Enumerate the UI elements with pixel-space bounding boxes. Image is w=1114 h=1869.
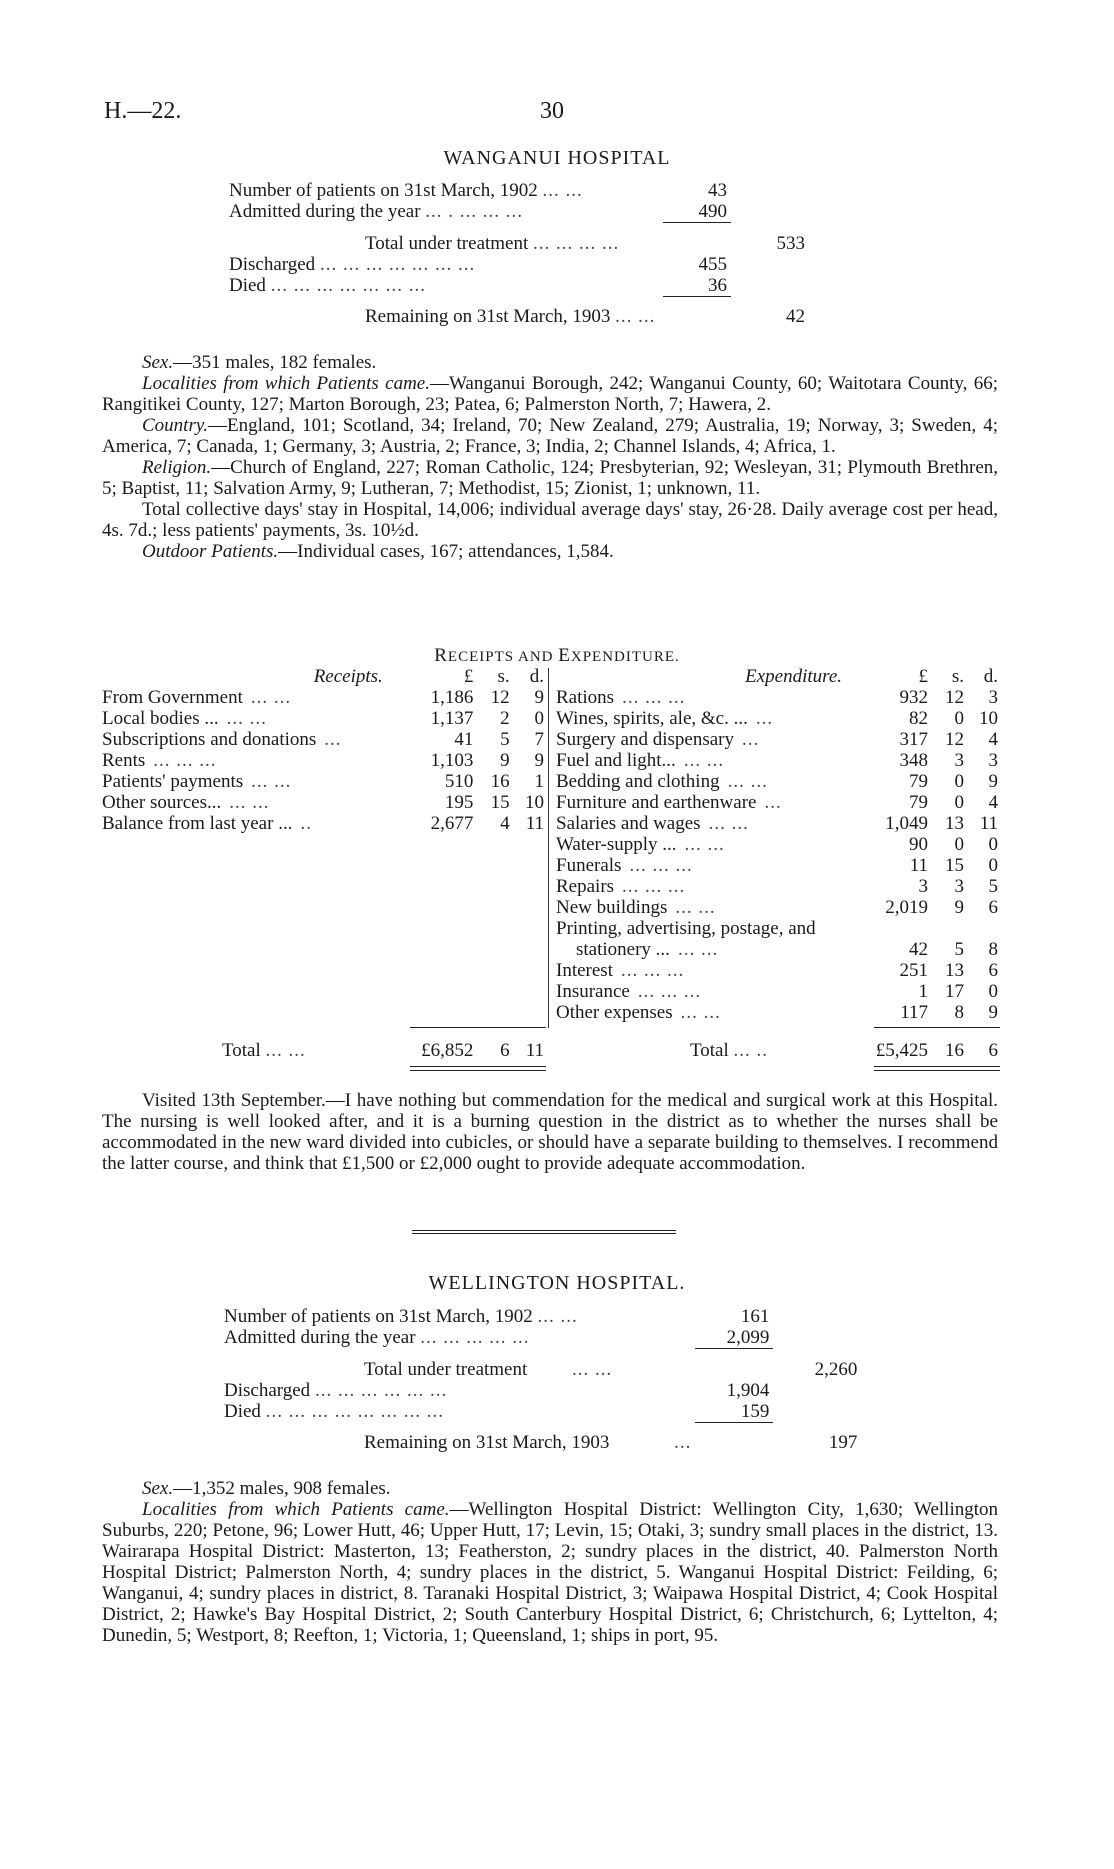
expenditure-label: Insurance ... ... ...	[556, 981, 702, 1002]
expenditure-row	[554, 750, 1000, 771]
expenditure-amount-l: 1,049	[885, 813, 928, 834]
receipt-amount-d: 1	[534, 771, 544, 792]
wanganui-details	[102, 352, 998, 562]
receipt-row	[100, 729, 546, 750]
expenditure-amount-d: 4	[988, 792, 998, 813]
stat-row: Discharged ... ... ... ... ... ... ... 455	[225, 254, 809, 275]
receipt-amount-s: 5	[500, 729, 510, 750]
expenditure-amount-l: 1	[918, 981, 928, 1002]
expenditure-row	[554, 687, 1000, 708]
expenditure-amount-l: 79	[909, 771, 928, 792]
receipt-amount-d: 11	[525, 813, 544, 834]
expenditure-amount-d: 5	[988, 876, 998, 897]
expenditure-row	[554, 918, 1000, 939]
expenditure-label: Water-supply ... ... ...	[556, 834, 725, 855]
receipts-header: Receipts.	[313, 666, 383, 687]
stat-total: 533	[776, 232, 805, 254]
expenditure-row	[554, 855, 1000, 876]
expenditure-amount-d: 6	[988, 897, 998, 918]
stat-value: 455	[698, 253, 727, 275]
stat-row: Admitted during the year ... ... ... ... ... 2,099	[220, 1327, 861, 1349]
receipt-amount-l: 1,103	[430, 750, 474, 771]
stat-row: Number of patients on 31st March, 1902 ... ... 161	[220, 1306, 861, 1327]
wanganui-patient-stats	[225, 180, 809, 327]
expenditure-table: Expenditure. £ s. d. Rations ... ... ... 932 12 3 Wines, spirits, ale, &c. ... ... 82 0 10 Surgery and dispensary ... 317 12 4 Fuel and light... ... ... 348 3 3 Bedding and clothing ... ... 79 0 9 Furniture and earthenware ... 79 0 4 Salaries and wages ... ... 1,049 13 11 Water-supply ... ... ... 90 0 0 Funerals ... ... ... 11 15 0 Repairs ... ... ... 3 3 5 New buildings ... ... 2,019 9 6 Printing, advertising, postage, and stationery ... ... ... 42 5 8 Interest ... ... ... 251 13 6 Insurance ... ... ... 1 17 0 Other expenses ... ... 117 8 9	[556, 666, 998, 1023]
stay-para: Total collective days' stay in Hospital, 14,006; individual average days' stay, 26·28. Daily average cost per head, 4s. 7d.; less patients' payments, 3s. 10½d.	[102, 499, 998, 541]
receipt-label: Subscriptions and donations ...	[102, 729, 342, 750]
expenditure-row	[554, 1002, 1000, 1023]
stat-row: Remaining on 31st March, 1903 ... 197	[220, 1432, 861, 1453]
expenditure-label: New buildings ... ...	[556, 897, 716, 918]
stat-total: 2,260	[814, 1358, 858, 1380]
expenditure-amount-s: 0	[954, 771, 964, 792]
receipt-label: From Government ... ...	[102, 687, 292, 708]
sex-para: Sex.—351 males, 182 females.	[142, 352, 377, 373]
wellington-patient-stats	[220, 1306, 861, 1453]
expenditure-amount-d: 6	[988, 960, 998, 981]
expenditure-total-rule	[874, 1066, 1000, 1071]
stat-label: Number of patients on 31st March, 1902 ... ...	[229, 180, 583, 201]
expenditure-amount-d: 4	[988, 729, 998, 750]
stat-value: 161	[740, 1306, 770, 1327]
stat-remaining: 42	[786, 306, 805, 327]
stat-row	[225, 180, 809, 201]
receipt-amount-l: 195	[444, 792, 474, 813]
receipt-amount-l: 1,186	[430, 687, 474, 708]
receipt-amount-d: 10	[525, 792, 544, 813]
stat-value: 490	[698, 201, 727, 222]
expenditure-amount-l: 82	[909, 708, 928, 729]
report-reference: H.—22.	[104, 98, 182, 124]
expenditure-amount-s: 8	[954, 1002, 964, 1023]
receipt-row	[100, 771, 546, 792]
receipt-amount-s: 12	[490, 687, 510, 708]
stat-value: 36	[708, 274, 727, 296]
expenditure-row	[554, 708, 1000, 729]
stat-remaining: 197	[828, 1432, 858, 1453]
expenditure-label: stationery ... ... ...	[576, 939, 719, 960]
expenditure-amount-s: 3	[954, 750, 964, 771]
expenditure-label: Funerals ... ... ...	[556, 855, 693, 876]
receipt-label: Other sources... ... ...	[102, 792, 270, 813]
receipt-amount-d: 7	[534, 729, 544, 750]
expenditure-amount-s: 12	[945, 687, 964, 708]
column-divider	[548, 668, 549, 1028]
expenditure-amount-d: 8	[988, 939, 998, 960]
sex-para: Sex.—1,352 males, 908 females.	[142, 1478, 391, 1499]
receipt-amount-d: 0	[534, 708, 544, 729]
expenditure-total: Total ... .. £5,425 16 6	[690, 1040, 998, 1061]
expenditure-amount-d: 3	[988, 687, 998, 708]
receipts-subtotal-rule	[410, 1027, 546, 1028]
expenditure-amount-s: 13	[945, 960, 964, 981]
expenditure-label: Rations ... ... ...	[556, 687, 686, 708]
expenditure-amount-d: 10	[979, 708, 998, 729]
stat-value: 159	[740, 1400, 770, 1422]
expenditure-row	[554, 981, 1000, 1002]
expenditure-row	[554, 729, 1000, 750]
receipt-row	[100, 792, 546, 813]
expenditure-amount-d: 0	[988, 834, 998, 855]
expenditure-amount-d: 9	[988, 771, 998, 792]
receipt-row	[100, 750, 546, 771]
expenditure-amount-s: 12	[945, 729, 964, 750]
receipts-total: Total ... ... £6,852 6 11	[222, 1040, 544, 1061]
expenditure-label: Wines, spirits, ale, &c. ... ...	[556, 708, 774, 729]
receipts-total-pounds: £6,852	[421, 1040, 474, 1061]
expenditure-row	[554, 771, 1000, 792]
page-number: 30	[540, 98, 564, 124]
expenditure-label: Surgery and dispensary ...	[556, 729, 760, 750]
expenditure-amount-d: 3	[988, 750, 998, 771]
expenditure-amount-l: 11	[909, 855, 928, 876]
receipts-total-rule	[410, 1066, 546, 1071]
stat-row: Total under treatment ... ... 2,260	[220, 1359, 861, 1380]
expenditure-amount-d: 0	[988, 981, 998, 1002]
stat-row: Died ... ... ... ... ... ... ... ... 159	[220, 1401, 861, 1423]
expenditure-amount-l: 2,019	[885, 897, 928, 918]
localities-para: Localities from which Patients came.—Wanganui Borough, 242; Wanganui County, 60; Waitotara County, 66; Rangitikei County, 127; Marton Borough, 23; Patea, 6; Palmerston North, 7; Hawera, 2.	[102, 373, 999, 415]
stat-row: Admitted during the year ... . ... ... ... 490	[225, 201, 809, 223]
receipt-amount-l: 510	[444, 771, 474, 792]
receipt-row	[100, 708, 546, 729]
stat-row: Total under treatment ... ... ... ... 533	[225, 233, 809, 254]
expenditure-label: Other expenses ... ...	[556, 1002, 721, 1023]
receipt-label: Patients' payments ... ...	[102, 771, 292, 792]
expenditure-amount-d: 9	[988, 1002, 998, 1023]
expenditure-amount-l: 42	[909, 939, 928, 960]
expenditure-amount-s: 0	[954, 834, 964, 855]
expenditure-amount-s: 15	[945, 855, 964, 876]
expenditure-amount-s: 0	[954, 792, 964, 813]
expenditure-amount-l: 3	[918, 876, 928, 897]
expenditure-label: Bedding and clothing ... ...	[556, 771, 768, 792]
receipt-label: Balance from last year ... ..	[102, 813, 312, 834]
expenditure-row	[554, 897, 1000, 918]
receipt-amount-s: 9	[500, 750, 510, 771]
expenditure-amount-l: 79	[909, 792, 928, 813]
expenditure-label: Salaries and wages ... ...	[556, 813, 749, 834]
receipt-amount-s: 15	[490, 792, 510, 813]
religion-para: Religion.—Church of England, 227; Roman Catholic, 124; Presbyterian, 92; Wesleyan, 31; Plymouth Brethren, 5; Baptist, 11; Salvation Army, 9; Lutheran, 7; Methodist, 15; Zionist, 1; unknown, 11.	[102, 457, 998, 499]
expenditure-amount-l: 932	[899, 687, 928, 708]
stat-row: Discharged ... ... ... ... ... ... 1,904	[220, 1380, 861, 1401]
receipt-amount-d: 9	[534, 750, 544, 771]
receipt-amount-l: 1,137	[430, 708, 474, 729]
country-para: Country.—England, 101; Scotland, 34; Ireland, 70; New Zealand, 279; Australia, 19; Norway, 3; Sweden, 4; America, 7; Canada, 1; Germany, 3; Austria, 2; France, 3; India, 2; Channel Islands, 4; Africa, 1.	[102, 415, 998, 457]
expenditure-row	[554, 834, 1000, 855]
expenditure-total-pounds: £5,425	[875, 1040, 928, 1061]
expenditure-subtotal-rule	[874, 1027, 1000, 1028]
expenditure-amount-s	[930, 918, 966, 939]
expenditure-amount-l: 117	[900, 1002, 928, 1023]
expenditure-label: Printing, advertising, postage, and	[556, 918, 816, 939]
expenditure-row	[554, 876, 1000, 897]
outdoor-para: Outdoor Patients.—Individual cases, 167; attendances, 1,584.	[142, 541, 614, 562]
wanganui-title: WANGANUI HOSPITAL	[443, 147, 671, 169]
section-separator	[412, 1230, 676, 1234]
expenditure-label: Repairs ... ... ...	[556, 876, 686, 897]
expenditure-row	[554, 813, 1000, 834]
stat-value: 43	[708, 180, 727, 201]
receipt-label: Rents ... ... ...	[102, 750, 217, 771]
visit-note: Visited 13th September.—I have nothing but commendation for the medical and surgical work at this Hospital. The nursing is well looked after, and it is a burning question in the district as to whether the nurses shall be accommodated in the new ward divided into cubicles, or should have a separate building to themselves. I recommend the latter course, and think that £1,500 or £2,000 ought to provide adequate accommodation.	[102, 1090, 998, 1174]
expenditure-amount-d: 0	[988, 855, 998, 876]
expenditure-amount-d: 11	[979, 813, 998, 834]
wellington-details	[102, 1478, 998, 1646]
expenditure-amount-s: 3	[954, 876, 964, 897]
expenditure-amount-s: 17	[945, 981, 964, 1002]
expenditure-amount-l: 90	[909, 834, 928, 855]
receipt-amount-l: 41	[454, 729, 474, 750]
expenditure-amount-l	[872, 918, 930, 939]
expenditure-header: Expenditure.	[745, 666, 842, 687]
localities-para: Localities from which Patients came.—Wellington Hospital District: Wellington City, 1,630; Wellington Suburbs, 220; Petone, 96; Lower Hutt, 46; Upper Hutt, 17; Levin, 15; Otaki, 3; sundry small places in the district, 13. Wairarapa Hospital District: Masterton, 13; Featherston, 2; sundry places in the district, 40. Palmerston North Hospital District; Palmerston North, 4; sundry places in the district, 5. Wanganui Hospital District: Feilding, 6; Wanganui, 4; sundry places in district, 8. Taranaki Hospital District, 3; Waipawa Hospital District, 4; Cook Hospital District, 2; Hawke's Bay Hospital District, 2; South Canterbury Hospital District, 6; Christchurch, 6; Lyttelton, 4; Dunedin, 5; Westport, 8; Reefton, 1; Victoria, 1; Queensland, 1; ships in port, 95.	[102, 1499, 999, 1646]
expenditure-amount-l: 251	[899, 960, 928, 981]
stat-value: 1,904	[726, 1379, 770, 1401]
expenditure-row	[554, 960, 1000, 981]
receipt-amount-l: 2,677	[430, 813, 474, 834]
expenditure-row	[554, 939, 1000, 960]
expenditure-label: Interest ... ... ...	[556, 960, 685, 981]
receipts-table: Receipts. £ s. d. From Government ... ... 1,186 12 9 Local bodies ... ... ... 1,137 2 0 Subscriptions and donations ... 41 5 7 Rents ... ... ... 1,103 9 9 Patients' payments ... ... 510 16 1 Other sources... ... ... 195 15 10 Balance from last year ... .. 2,677 4 11	[102, 666, 544, 834]
expenditure-row	[554, 792, 1000, 813]
expenditure-amount-s: 9	[954, 897, 964, 918]
receipt-amount-s: 2	[500, 708, 510, 729]
receipt-row	[100, 813, 546, 834]
expenditure-amount-l: 348	[899, 750, 928, 771]
finance-title: RECEIPTS AND EXPENDITURE.	[434, 645, 680, 666]
receipt-amount-s: 4	[500, 813, 510, 834]
expenditure-label: Furniture and earthenware ...	[556, 792, 782, 813]
expenditure-amount-s: 13	[945, 813, 964, 834]
page-header	[104, 98, 1010, 128]
stat-row: Died ... ... ... ... ... ... ... 36	[225, 275, 809, 297]
expenditure-amount-l: 317	[899, 729, 928, 750]
expenditure-amount-d	[966, 918, 1000, 939]
receipt-label: Local bodies ... ... ...	[102, 708, 267, 729]
expenditure-label: Fuel and light... ... ...	[556, 750, 725, 771]
receipt-amount-d: 9	[534, 687, 544, 708]
stat-value: 2,099	[726, 1327, 770, 1348]
expenditure-amount-s: 5	[954, 939, 964, 960]
stat-row: Remaining on 31st March, 1903 ... ... 42	[225, 306, 809, 327]
receipt-amount-s: 16	[490, 771, 510, 792]
receipt-row	[100, 687, 546, 708]
wellington-title: WELLINGTON HOSPITAL.	[428, 1272, 686, 1294]
expenditure-amount-s: 0	[954, 708, 964, 729]
